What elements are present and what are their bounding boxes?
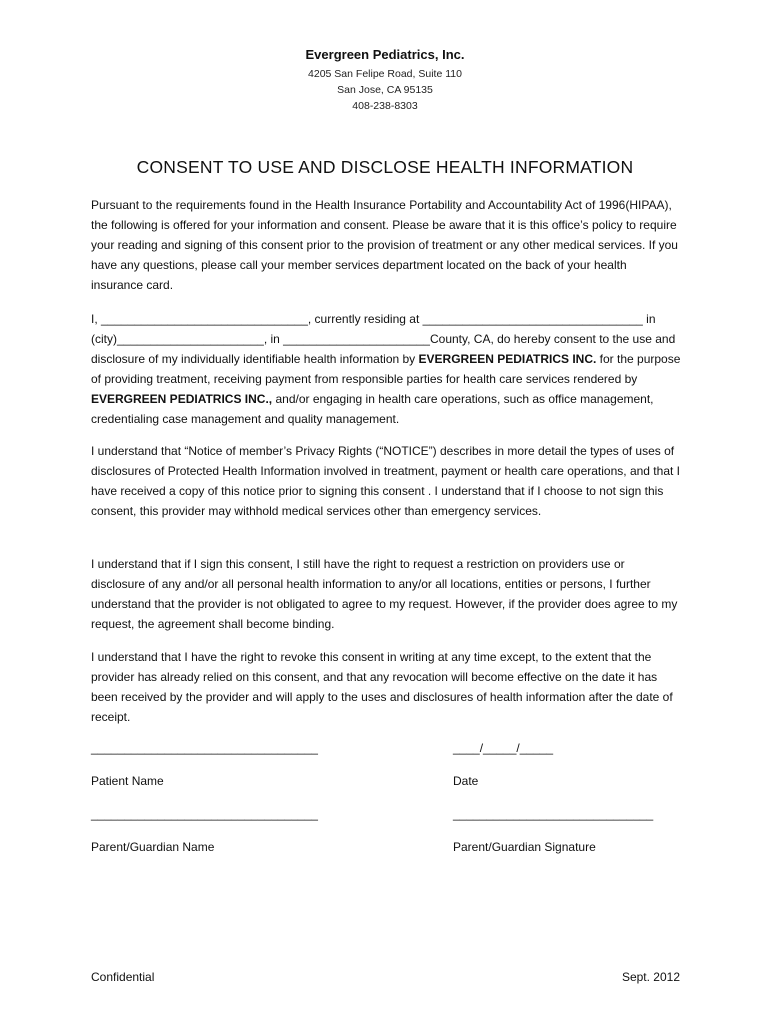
paragraph-consent-statement xyxy=(91,309,681,429)
provider-name-bold-2: EVERGREEN PEDIATRICS INC., xyxy=(91,392,273,406)
date-line[interactable]: ____/_____/_____ xyxy=(453,741,554,755)
consent-text-part-2: for the purpose of providing treatment, receiving payment from responsible parties for health care services rendered by xyxy=(91,352,681,386)
document-title: CONSENT TO USE AND DISCLOSE HEALTH INFORMATION xyxy=(136,157,634,177)
guardian-name-label: Parent/Guardian Name xyxy=(91,840,215,854)
paragraph-revoke-right: I understand that I have the right to revoke this consent in writing at any time except, to the extent that the provider has already relied on this consent, and that any revocation will become effective on the date it has been received by the provider and will apply to the uses and disclosures of health information after the date of receipt. xyxy=(91,650,673,724)
footer-date: Sept. 2012 xyxy=(621,970,680,984)
footer-confidential: Confidential xyxy=(91,970,155,984)
patient-name-line[interactable]: __________________________________ xyxy=(91,741,318,755)
paragraph-restriction-right: I understand that if I sign this consent, I still have the right to request a restriction on providers use or disclosure of any and/or all personal health information to any/or all locations, entities or persons, I further understand that the provider is not obligated to agree to my request. However, if the provider does agree to my request, the agreement shall become binding. xyxy=(91,557,678,631)
patient-name-label: Patient Name xyxy=(91,774,164,788)
guardian-signature-line[interactable]: ______________________________ xyxy=(453,807,654,821)
provider-name-bold-1: EVERGREEN PEDIATRICS INC. xyxy=(418,352,597,366)
address-line-1: 4205 San Felipe Road, Suite 110 xyxy=(308,68,462,80)
guardian-signature-label: Parent/Guardian Signature xyxy=(453,840,596,854)
date-label: Date xyxy=(453,774,479,788)
consent-text-part-1: I, _______________________________, currently residing at _________________________________ in (city)______________________, in ______________________County, CA, do hereby consent to the use and disclosure of my individually identifiable health information by xyxy=(91,312,676,366)
guardian-name-line[interactable]: __________________________________ xyxy=(91,807,318,821)
address-line-2: San Jose, CA 95135 xyxy=(337,84,433,96)
paragraph-privacy-notice: I understand that “Notice of member’s Privacy Rights (“NOTICE”) describes in more detail the types of uses of disclosures of Protected Health Information involved in treatment, payment or health care operations, and that I have received a copy of this notice prior to signing this consent . I understand that if I choose to not sign this consent, this provider may withhold medical services other than emergency services. xyxy=(91,444,680,518)
phone-number: 408-238-8303 xyxy=(352,100,418,112)
org-name: Evergreen Pediatrics, Inc. xyxy=(305,47,465,62)
paragraph-hipaa-intro: Pursuant to the requirements found in the Health Insurance Portability and Accountability Act of 1996(HIPAA), the following is offered for your information and consent. Please be aware that it is this office’s policy to require your reading and signing of this consent prior to the provision of treatment or any other medical services. If you have any questions, please call your member services department located on the back of your health insurance card. xyxy=(91,198,678,292)
consent-text-part-3: and/or engaging in health care operations, such as office management, credentialing case management and quality management. xyxy=(91,392,654,426)
